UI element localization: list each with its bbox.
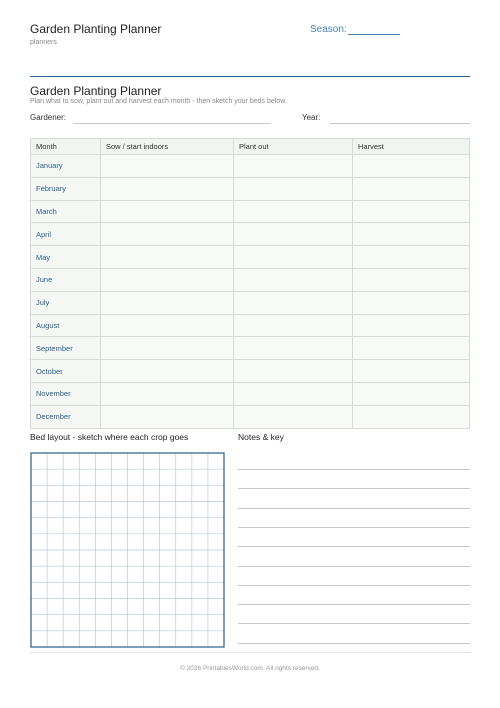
season-field[interactable]	[348, 34, 400, 35]
notes-title: Notes & key	[238, 432, 284, 442]
bed-layout-title: Bed layout - sketch where each crop goes	[30, 432, 189, 442]
plant-out-cell[interactable]	[234, 223, 353, 246]
sow-cell[interactable]	[101, 223, 234, 246]
sow-cell[interactable]	[101, 268, 234, 291]
harvest-cell[interactable]	[353, 246, 470, 269]
notes-line[interactable]	[238, 546, 470, 547]
notes-line[interactable]	[238, 469, 470, 470]
column-header-harvest: Harvest	[353, 139, 470, 155]
table-row	[31, 405, 470, 428]
column-header-plant-out: Plant out	[234, 139, 353, 155]
harvest-cell[interactable]	[353, 223, 470, 246]
sow-cell[interactable]	[101, 177, 234, 200]
month-cell: February	[31, 177, 101, 200]
notes-line[interactable]	[238, 488, 470, 489]
plant-out-cell[interactable]	[234, 155, 353, 178]
notes-line[interactable]	[238, 585, 470, 586]
plant-out-cell[interactable]	[234, 405, 353, 428]
month-cell: May	[31, 246, 101, 269]
harvest-cell[interactable]	[353, 268, 470, 291]
table-row	[31, 177, 470, 200]
month-cell: June	[31, 268, 101, 291]
sow-cell[interactable]	[101, 314, 234, 337]
sow-cell[interactable]	[101, 382, 234, 405]
plant-out-cell[interactable]	[234, 268, 353, 291]
table-row	[31, 223, 470, 246]
year-field[interactable]	[330, 122, 470, 124]
plant-out-cell[interactable]	[234, 382, 353, 405]
harvest-cell[interactable]	[353, 314, 470, 337]
notes-line[interactable]	[238, 508, 470, 509]
table-row	[31, 291, 470, 314]
month-cell: April	[31, 223, 101, 246]
header-divider	[30, 76, 470, 77]
month-cell: September	[31, 337, 101, 360]
sow-cell[interactable]	[101, 291, 234, 314]
header-category: planners	[30, 39, 57, 46]
gardener-label: Gardener:	[30, 113, 67, 122]
plant-out-cell[interactable]	[234, 177, 353, 200]
table-header-row	[31, 139, 470, 155]
sow-cell[interactable]	[101, 337, 234, 360]
month-cell: December	[31, 405, 101, 428]
month-cell: November	[31, 382, 101, 405]
plant-out-cell[interactable]	[234, 360, 353, 383]
page-title: Garden Planting Planner	[30, 84, 162, 98]
sow-cell[interactable]	[101, 246, 234, 269]
sow-cell[interactable]	[101, 360, 234, 383]
plant-out-cell[interactable]	[234, 291, 353, 314]
plant-out-cell[interactable]	[234, 200, 353, 223]
table-row	[31, 337, 470, 360]
column-header-month: Month	[31, 139, 101, 155]
harvest-cell[interactable]	[353, 177, 470, 200]
harvest-cell[interactable]	[353, 291, 470, 314]
bed-layout-grid[interactable]	[30, 452, 225, 648]
column-header-sow: Sow / start indoors	[101, 139, 234, 155]
page-subtitle: Plan what to sow, plant out and harvest each month - then sketch your beds below.	[30, 98, 287, 105]
plant-out-cell[interactable]	[234, 246, 353, 269]
harvest-cell[interactable]	[353, 200, 470, 223]
month-cell: October	[31, 360, 101, 383]
sow-cell[interactable]	[101, 200, 234, 223]
table-row	[31, 314, 470, 337]
harvest-cell[interactable]	[353, 405, 470, 428]
month-cell: March	[31, 200, 101, 223]
harvest-cell[interactable]	[353, 360, 470, 383]
plant-out-cell[interactable]	[234, 337, 353, 360]
harvest-cell[interactable]	[353, 155, 470, 178]
planting-table	[30, 138, 470, 429]
table-row	[31, 155, 470, 178]
gardener-field[interactable]	[73, 122, 271, 124]
month-cell: August	[31, 314, 101, 337]
notes-line[interactable]	[238, 566, 470, 567]
header-title: Garden Planting Planner	[30, 22, 162, 36]
table-row	[31, 382, 470, 405]
notes-line[interactable]	[238, 643, 470, 644]
sow-cell[interactable]	[101, 155, 234, 178]
harvest-cell[interactable]	[353, 337, 470, 360]
notes-line[interactable]	[238, 527, 470, 528]
table-row	[31, 360, 470, 383]
notes-line[interactable]	[238, 604, 470, 605]
footer-copyright: © 2026 PrintablesWorld.com. All rights reserved.	[180, 665, 320, 672]
month-cell: July	[31, 291, 101, 314]
plant-out-cell[interactable]	[234, 314, 353, 337]
month-cell: January	[31, 155, 101, 178]
table-row	[31, 246, 470, 269]
notes-line[interactable]	[238, 623, 470, 624]
footer-divider	[30, 652, 470, 653]
year-label: Year:	[302, 113, 321, 122]
sow-cell[interactable]	[101, 405, 234, 428]
table-row	[31, 268, 470, 291]
harvest-cell[interactable]	[353, 382, 470, 405]
table-row	[31, 200, 470, 223]
season-label: Season:	[310, 24, 347, 35]
